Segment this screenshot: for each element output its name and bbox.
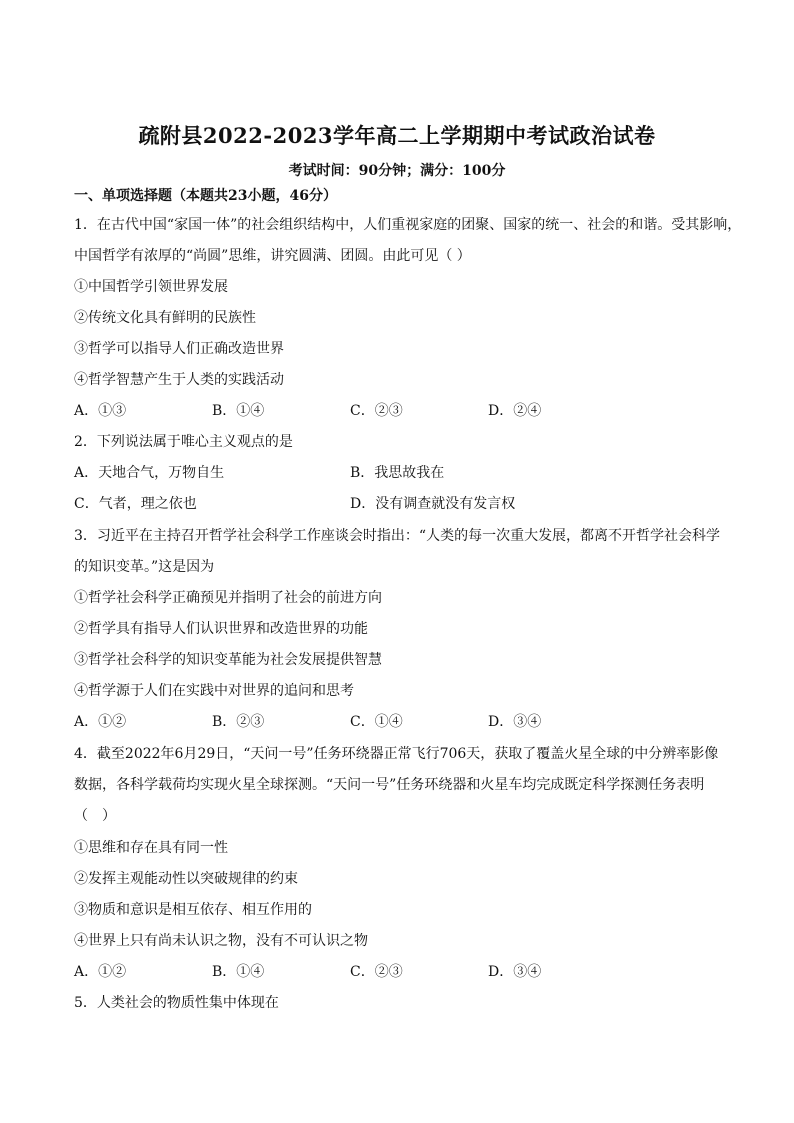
q4-stem-line-2: 数据，各科学载荷均实现火星全球探测。“天问一号”任务环绕器和火星车均完成既定科学探测任务表明 [74, 777, 705, 793]
q3-item-3: ③哲学社会科学的知识变革能为社会发展提供智慧 [74, 652, 382, 668]
q2-option-a: A．天地合气，万物自生 [74, 465, 225, 481]
q4-item-1: ①思维和存在具有同一性 [74, 840, 228, 856]
q2-option-d: D．没有调查就没有发言权 [350, 496, 516, 512]
q1-item-3: ③哲学可以指导人们正确改造世界 [74, 341, 284, 357]
q3-stem-line-2: 的知识变革。”这是因为 [74, 559, 215, 575]
q4-item-4: ④世界上只有尚未认识之物，没有不可认识之物 [74, 933, 368, 949]
q4-option-b: B．①④ [212, 964, 265, 980]
q1-item-1: ①中国哲学引领世界发展 [74, 279, 228, 295]
q3-option-b: B．②③ [212, 714, 265, 730]
q1-option-d: D．②④ [488, 403, 542, 419]
q3-item-1: ①哲学社会科学正确预见并指明了社会的前进方向 [74, 590, 382, 606]
q3-stem-line-1: 3．习近平在主持召开哲学社会科学工作座谈会时指出：“人类的每一次重大发展，都离不开哲学社会科学 [74, 528, 721, 544]
q4-stem-line-1: 4．截至2022年6月29日，“天问一号”任务环绕器正常飞行706天，获取了覆盖火星全球的中分辨率影像 [74, 746, 719, 762]
q3-item-4: ④哲学源于人们在实践中对世界的追问和思考 [74, 683, 354, 699]
q2-stem: 2．下列说法属于唯心主义观点的是 [74, 434, 293, 450]
section-heading: 一、单项选择题（本题共23小题，46分） [74, 188, 337, 204]
q2-option-b: B．我思故我在 [350, 465, 445, 481]
q1-stem-line-1: 1．在古代中国“家国一体”的社会组织结构中，人们重视家庭的团聚、国家的统一、社会的和谐。受其影响， [74, 217, 742, 233]
exam-time-score: 考试时间：90分钟；满分：100分 [288, 163, 506, 179]
q4-stem-line-3: （ ） [74, 808, 116, 824]
exam-title: 疏附县2022-2023学年高二上学期期中考试政治试卷 [138, 123, 656, 148]
q3-item-2: ②哲学具有指导人们认识世界和改造世界的功能 [74, 621, 368, 637]
q4-option-c: C．②③ [350, 964, 403, 980]
q4-option-d: D．③④ [488, 964, 542, 980]
q1-item-2: ②传统文化具有鲜明的民族性 [74, 310, 256, 326]
q1-option-b: B．①④ [212, 403, 265, 419]
q4-item-2: ②发挥主观能动性以突破规律的约束 [74, 871, 298, 887]
q5-stem: 5．人类社会的物质性集中体现在 [74, 995, 279, 1011]
q4-item-3: ③物质和意识是相互依存、相互作用的 [74, 902, 312, 918]
q1-item-4: ④哲学智慧产生于人类的实践活动 [74, 372, 284, 388]
q1-option-a: A．①③ [74, 403, 127, 419]
q3-option-a: A．①② [74, 714, 127, 730]
q1-option-c: C．②③ [350, 403, 403, 419]
q1-stem-line-2: 中国哲学有浓厚的“尚圆”思维，讲究圆满、团圆。由此可见（ ） [74, 248, 471, 264]
q2-option-c: C．气者，理之依也 [74, 496, 197, 512]
q3-option-c: C．①④ [350, 714, 403, 730]
q3-option-d: D．③④ [488, 714, 542, 730]
q4-option-a: A．①② [74, 964, 127, 980]
